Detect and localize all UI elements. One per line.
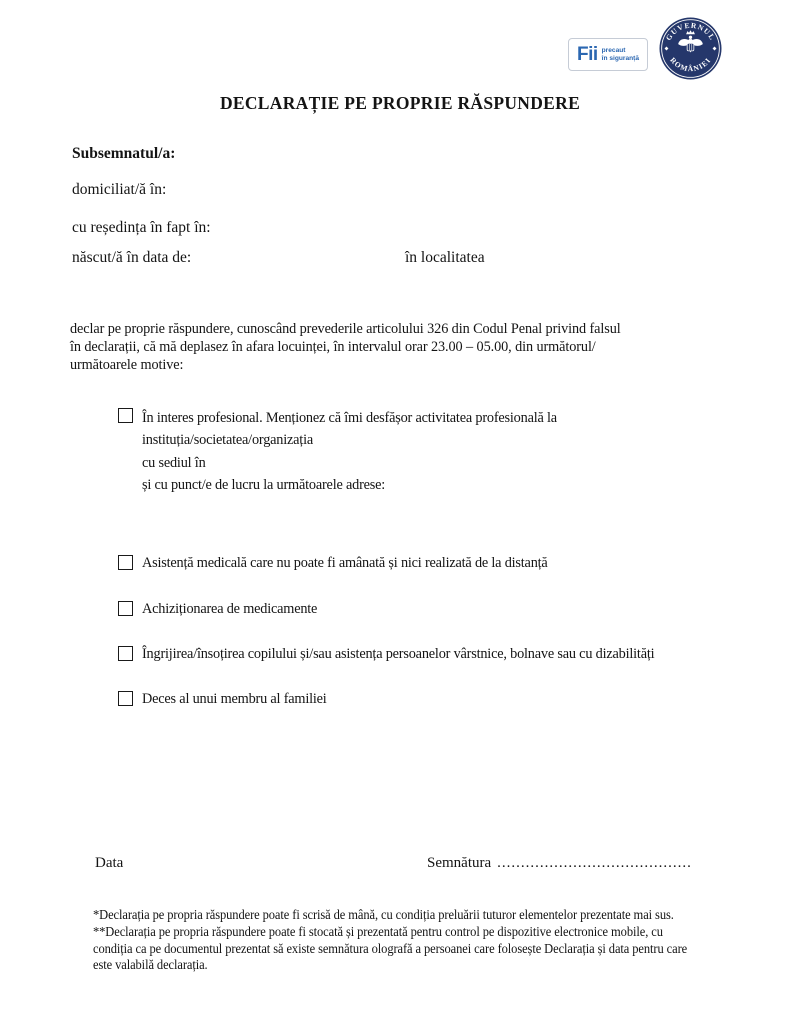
header-logos (568, 17, 722, 80)
svg-text:GUVERNUL: GUVERNUL (663, 20, 718, 43)
signature-dots-line: ......................................... (497, 855, 692, 871)
reason-label: Îngrijirea/însoțirea copilului și/sau asistența persoanelor vârstnice, bolnave sau cu dizabilități (142, 646, 655, 662)
reason-row-asistenta-medicala (118, 554, 548, 572)
data-label: Data (95, 855, 124, 871)
checkbox-asistenta-medicala[interactable] (118, 555, 133, 570)
fii-precaut-badge (568, 38, 648, 71)
intro-paragraph (70, 320, 621, 374)
checkbox-interes-profesional[interactable] (118, 408, 133, 423)
intro-line: declar pe proprie răspundere, cunoscând prevederile articolului 326 din Codul Penal privind falsul (70, 321, 621, 337)
footnotes (93, 907, 687, 974)
footnote-line: condiția ca pe documentul prezentat să existe semnătura olografă a persoanei care folosește Declarația și data pentru care (93, 940, 688, 956)
reason-label: În interes profesional. Menționez că îmi desfășor activitatea profesională la instituția/societatea/organizația cu sediul în și cu punct/e de lucru la următoarele adrese: (142, 410, 557, 493)
intro-line: următoarele motive: (70, 357, 184, 373)
footnote-line: este valabilă declarația. (93, 957, 208, 973)
svg-text:ROMÂNIEI: ROMÂNIEI (668, 55, 713, 74)
reason-row-deces-familie (118, 690, 327, 708)
checkbox-deces-familie[interactable] (118, 691, 133, 706)
semnatura-row (427, 855, 692, 872)
field-nascut: născut/ă în data de: (72, 249, 192, 266)
reason-row-ingrijire-copil (118, 645, 654, 663)
reason-label: Asistență medicală care nu poate fi amânată și nici realizată de la distanță (142, 555, 548, 571)
page-title: DECLARAȚIE PE PROPRIE RĂSPUNDERE (219, 93, 581, 113)
field-subsemnatul: Subsemnatul/a: (72, 145, 176, 162)
reason-row-achizitionare-medicamente (118, 600, 317, 618)
checkbox-achizitionare-medicamente[interactable] (118, 601, 133, 616)
reason-row-interes-profesional (118, 407, 557, 496)
fii-badge-subtext: precaut în siguranță (601, 46, 640, 62)
semnatura-label: Semnătura (427, 855, 492, 871)
footnote-line: **Declarația pe propria răspundere poate fi stocată și prezentată pentru control pe dispozitive electronice mobile, cu (93, 923, 663, 939)
field-localitatea: în localitatea (405, 249, 485, 266)
fii-badge-text: Fii (576, 43, 598, 65)
checkbox-ingrijire-copil[interactable] (118, 646, 133, 661)
reason-label: Achiziționarea de medicamente (142, 601, 318, 617)
field-resedinta: cu reședința în fapt în: (72, 219, 211, 236)
guvernul-romaniei-seal-icon (659, 17, 722, 80)
field-nascut-row (72, 249, 732, 267)
field-domiciliat: domiciliat/ă în: (72, 181, 167, 198)
reason-label: Deces al unui membru al familiei (142, 691, 327, 707)
footnote-line: *Declarația pe propria răspundere poate fi scrisă de mână, cu condiția preluării tuturor elementelor prezentate mai sus. (93, 907, 674, 922)
intro-line: în declarații, că mă deplasez în afara locuinței, în intervalul orar 23.00 – 05.00, din următorul/ (70, 339, 596, 355)
